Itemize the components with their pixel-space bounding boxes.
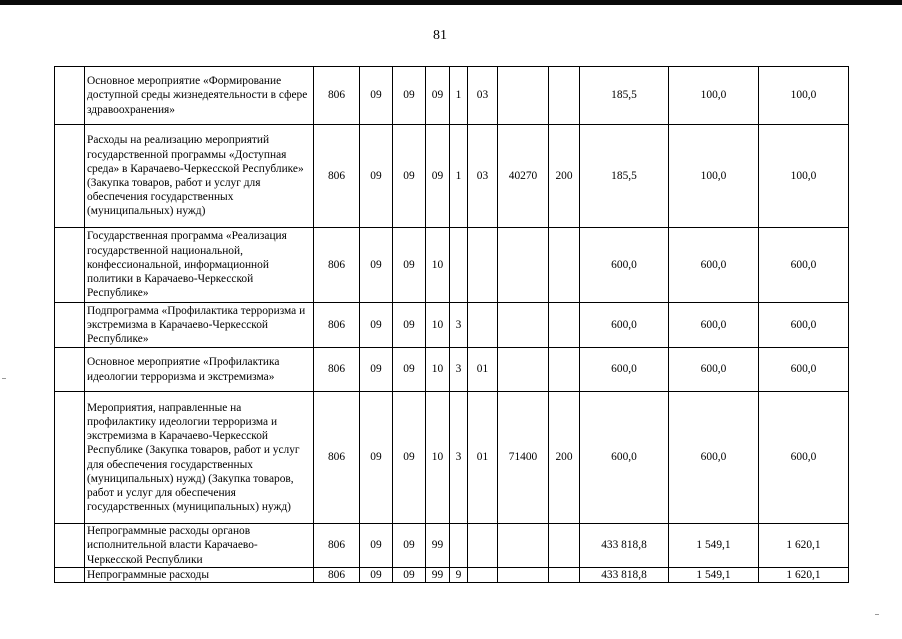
program-code-cell: 10: [426, 303, 450, 348]
scan-mark: [875, 614, 879, 615]
amount-year3-cell: 1 620,1: [759, 568, 849, 583]
section-cell: 09: [360, 228, 393, 303]
number-cell: [55, 67, 85, 125]
ministry-code-cell: 806: [314, 568, 360, 583]
amount-year2-cell: 600,0: [669, 303, 759, 348]
direction-code-cell: [498, 228, 549, 303]
amount-year3-cell: 100,0: [759, 125, 849, 228]
ministry-code-cell: 806: [314, 125, 360, 228]
direction-code-cell: [498, 568, 549, 583]
table-row: [55, 303, 849, 348]
program-code-cell: 10: [426, 392, 450, 524]
subprogram-code-cell: [450, 524, 468, 568]
section-cell: 09: [360, 568, 393, 583]
direction-code-cell: 71400: [498, 392, 549, 524]
activity-code-cell: [468, 568, 498, 583]
subprogram-code-cell: 3: [450, 303, 468, 348]
subsection-cell: 09: [393, 67, 426, 125]
activity-code-cell: 03: [468, 125, 498, 228]
amount-year2-cell: 100,0: [669, 67, 759, 125]
amount-year3-cell: 1 620,1: [759, 524, 849, 568]
number-cell: [55, 524, 85, 568]
item-name-cell: Основное мероприятие «Профилактика идеологии терроризма и экстремизма»: [85, 348, 314, 392]
expense-type-cell: [549, 67, 580, 125]
program-code-cell: 09: [426, 67, 450, 125]
item-name-cell: Основное мероприятие «Формирование доступной среды жизнедеятельности в сфере здравоохранения»: [85, 67, 314, 125]
subprogram-code-cell: 9: [450, 568, 468, 583]
subsection-cell: 09: [393, 125, 426, 228]
number-cell: [55, 303, 85, 348]
amount-year2-cell: 600,0: [669, 348, 759, 392]
amount-year3-cell: 100,0: [759, 67, 849, 125]
program-code-cell: 99: [426, 524, 450, 568]
expense-type-cell: [549, 348, 580, 392]
budget-table: [54, 66, 849, 583]
ministry-code-cell: 806: [314, 228, 360, 303]
subsection-cell: 09: [393, 392, 426, 524]
program-code-cell: 10: [426, 348, 450, 392]
section-cell: 09: [360, 348, 393, 392]
expense-type-cell: [549, 303, 580, 348]
activity-code-cell: [468, 524, 498, 568]
table-row: [55, 392, 849, 524]
amount-year2-cell: 600,0: [669, 392, 759, 524]
table-row: [55, 67, 849, 125]
amount-year3-cell: 600,0: [759, 392, 849, 524]
page-number: 81: [433, 28, 447, 43]
number-cell: [55, 392, 85, 524]
subsection-cell: 09: [393, 348, 426, 392]
ministry-code-cell: 806: [314, 348, 360, 392]
expense-type-cell: [549, 568, 580, 583]
ministry-code-cell: 806: [314, 303, 360, 348]
scan-mark: [2, 378, 6, 379]
number-cell: [55, 348, 85, 392]
amount-year3-cell: 600,0: [759, 228, 849, 303]
item-name-cell: Государственная программа «Реализация государственной национальной, конфессиональной, информационной политики в Карачаево-Черкесской Республике»: [85, 228, 314, 303]
activity-code-cell: 01: [468, 392, 498, 524]
direction-code-cell: [498, 67, 549, 125]
subsection-cell: 09: [393, 568, 426, 583]
expense-type-cell: [549, 524, 580, 568]
activity-code-cell: 01: [468, 348, 498, 392]
direction-code-cell: 40270: [498, 125, 549, 228]
amount-year2-cell: 1 549,1: [669, 524, 759, 568]
item-name-cell: Расходы на реализацию мероприятий государственной программы «Доступная среда» в Карачаево-Черкесской Республике» (Закупка товаров, работ и услуг для обеспечения государственных (муниципальных) нужд): [85, 125, 314, 228]
amount-year1-cell: 600,0: [580, 303, 669, 348]
top-border-line: [0, 0, 902, 5]
number-cell: [55, 125, 85, 228]
amount-year2-cell: 600,0: [669, 228, 759, 303]
amount-year1-cell: 433 818,8: [580, 524, 669, 568]
amount-year1-cell: 600,0: [580, 392, 669, 524]
direction-code-cell: [498, 524, 549, 568]
subsection-cell: 09: [393, 228, 426, 303]
section-cell: 09: [360, 67, 393, 125]
amount-year3-cell: 600,0: [759, 348, 849, 392]
subsection-cell: 09: [393, 303, 426, 348]
amount-year1-cell: 185,5: [580, 67, 669, 125]
subprogram-code-cell: 3: [450, 348, 468, 392]
program-code-cell: 09: [426, 125, 450, 228]
section-cell: 09: [360, 125, 393, 228]
expense-type-cell: 200: [549, 125, 580, 228]
item-name-cell: Непрограммные расходы: [85, 568, 314, 583]
table-row: [55, 524, 849, 568]
subprogram-code-cell: [450, 228, 468, 303]
table-row: [55, 125, 849, 228]
direction-code-cell: [498, 303, 549, 348]
item-name-cell: Мероприятия, направленные на профилактику идеологии терроризма и экстремизма в Карачаево-Черкесской Республике (Закупка товаров, работ и услуг для обеспечения государственных (муниципальных) нужд) (Закупка товаров, работ и услуг для обеспечения государственных (муниципальных) нужд): [85, 392, 314, 524]
subsection-cell: 09: [393, 524, 426, 568]
subprogram-code-cell: 1: [450, 125, 468, 228]
section-cell: 09: [360, 392, 393, 524]
activity-code-cell: 03: [468, 67, 498, 125]
subprogram-code-cell: 1: [450, 67, 468, 125]
table-row: [55, 348, 849, 392]
table-row: [55, 228, 849, 303]
item-name-cell: Подпрограмма «Профилактика терроризма и экстремизма в Карачаево-Черкесской Республике»: [85, 303, 314, 348]
expense-type-cell: 200: [549, 392, 580, 524]
number-cell: [55, 228, 85, 303]
section-cell: 09: [360, 524, 393, 568]
amount-year1-cell: 433 818,8: [580, 568, 669, 583]
amount-year1-cell: 600,0: [580, 348, 669, 392]
item-name-cell: Непрограммные расходы органов исполнительной власти Карачаево-Черкесской Республики: [85, 524, 314, 568]
subprogram-code-cell: 3: [450, 392, 468, 524]
amount-year2-cell: 1 549,1: [669, 568, 759, 583]
program-code-cell: 99: [426, 568, 450, 583]
ministry-code-cell: 806: [314, 392, 360, 524]
ministry-code-cell: 806: [314, 524, 360, 568]
number-cell: [55, 568, 85, 583]
amount-year2-cell: 100,0: [669, 125, 759, 228]
amount-year1-cell: 600,0: [580, 228, 669, 303]
activity-code-cell: [468, 303, 498, 348]
amount-year3-cell: 600,0: [759, 303, 849, 348]
program-code-cell: 10: [426, 228, 450, 303]
ministry-code-cell: 806: [314, 67, 360, 125]
expense-type-cell: [549, 228, 580, 303]
direction-code-cell: [498, 348, 549, 392]
table-row: [55, 568, 849, 583]
amount-year1-cell: 185,5: [580, 125, 669, 228]
activity-code-cell: [468, 228, 498, 303]
section-cell: 09: [360, 303, 393, 348]
